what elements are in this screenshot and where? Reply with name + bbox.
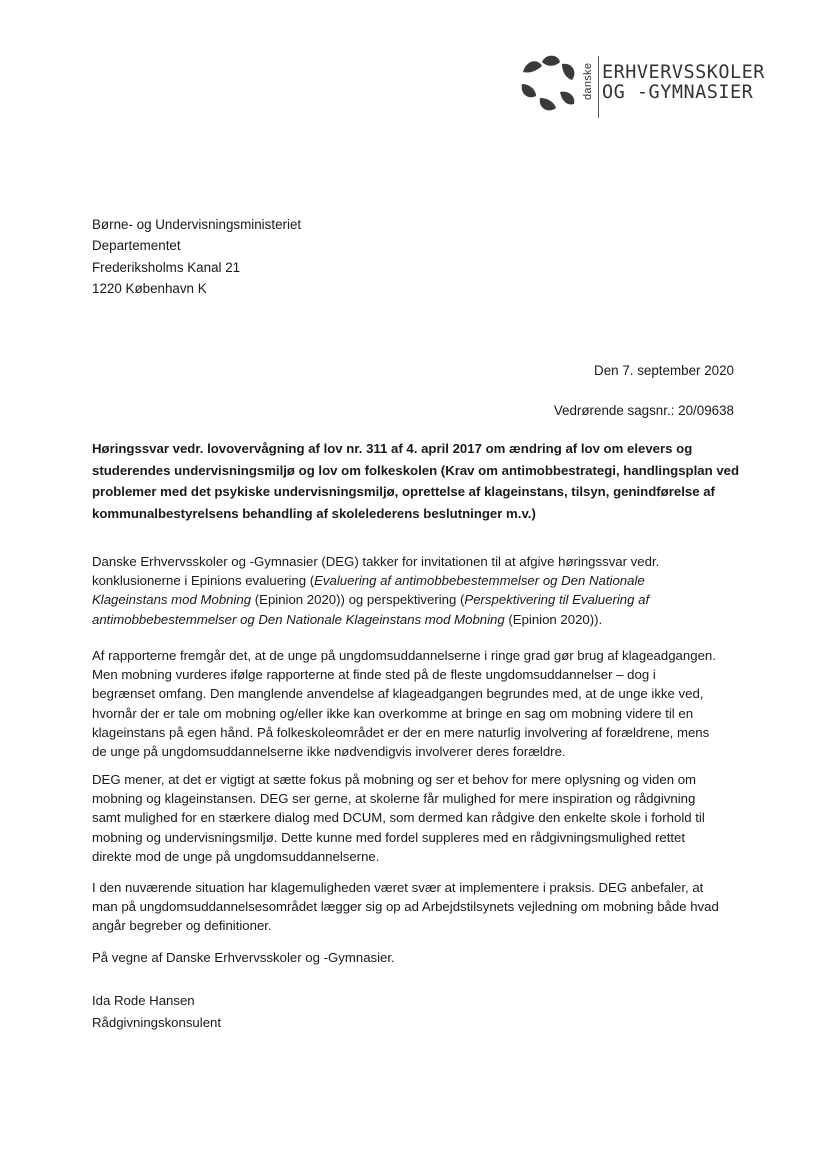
signature-block	[92, 990, 221, 1033]
logo-line-1: ERHVERVSSKOLER	[602, 62, 765, 83]
case-reference: Vedrørende sagsnr.: 20/09638	[553, 403, 734, 418]
paragraph-line: direkte mod de unge på ungdomsuddannelserne.	[92, 848, 380, 864]
paragraph-findings	[92, 646, 742, 761]
recipient-address	[92, 214, 301, 299]
paragraph-line: Af rapporterne fremgår det, at de unge på ungdomsuddannelserne i ringe grad gør brug af klageadgangen.	[92, 648, 716, 663]
recipient-line: Frederiksholms Kanal 21	[92, 259, 241, 275]
subject-line: problemer med det psykiske undervisningsmiljø, oprettelse af klageinstans, tilsyn, genindførelse af	[92, 484, 715, 499]
report-title-italic: Klageinstans mod Mobning	[92, 592, 252, 608]
text-run: konklusionerne i Epinions evaluering (	[92, 573, 315, 589]
report-title-italic: antimobbebestemmelser og Den Nationale Klageinstans mod Mobning	[92, 611, 505, 627]
text-run: (Epinion 2020)).	[504, 611, 603, 627]
paragraph-line	[92, 590, 742, 609]
paragraph-line: DEG mener, at det er vigtigt at sætte fokus på mobning og ser et behov for mere oplysning og viden om	[92, 772, 697, 787]
report-title-italic: Perspektivering til Evaluering af	[464, 592, 650, 608]
paragraph-opinion	[92, 770, 742, 866]
letter-date: Den 7. september 2020	[594, 363, 734, 378]
recipient-line: Børne- og Undervisningsministeriet	[92, 217, 302, 232]
petal-flower-icon	[518, 52, 580, 114]
paragraph-line: Danske Erhvervsskoler og -Gymnasier (DEG) takker for invitationen til at afgive høringssvar vedr.	[92, 554, 660, 569]
subject-line: kommunalbestyrelsens behandling af skolelederens beslutninger m.v.)	[92, 505, 536, 521]
paragraph-line: angår begreber og definitioner.	[92, 918, 272, 934]
text-run: (Epinion 2020)) og perspektivering (	[251, 592, 465, 608]
paragraph-line: klageinstans på egen hånd. På folkeskoleområdet er der en mere naturlig involvering af forældrene, mens	[92, 724, 710, 740]
report-title-italic: Evaluering af antimobbebestemmelser og Den Nationale	[314, 573, 645, 589]
paragraph-line: I den nuværende situation har klagemuligheden været svær at implementere i praksis. DEG anbefaler, at	[92, 880, 704, 895]
logo-small-text: danske	[582, 62, 594, 100]
letter-subject	[92, 438, 742, 524]
recipient-line: Departementet	[92, 238, 181, 254]
closing-line: På vegne af Danske Erhvervsskoler og -Gymnasier.	[92, 950, 395, 965]
recipient-line: 1220 København K	[92, 280, 207, 296]
paragraph-line: man på ungdomsuddannelsesområdet lægger sig op ad Arbejdstilsynets vejledning om mobning både hvad	[92, 899, 719, 915]
signature-name: Ida Rode Hansen	[92, 993, 195, 1008]
paragraph-line: begrænset omfang. Den manglende anvendelse af klageadgangen begrundes med, at de unge ikke ved,	[92, 686, 704, 702]
logo-line-2: OG -GYMNASIER	[602, 82, 754, 103]
paragraph-recommendation	[92, 878, 742, 936]
paragraph-intro	[92, 552, 742, 629]
paragraph-line: mobning og undervisningsmiljø. Dette kunne med fordel suppleres med en rådgivningsmulighed rettet	[92, 829, 686, 845]
logo-divider	[598, 56, 599, 118]
signature-title: Rådgivningskonsulent	[92, 1014, 222, 1030]
paragraph-line	[92, 571, 742, 590]
paragraph-line: hvornår der er tale om mobning og/eller ikke kan overkomme at bringe en sag om mobning videre til en	[92, 705, 694, 721]
paragraph-line: de unge på ungdomsuddannelserne ikke nødvendigvis involverer deres forældre.	[92, 744, 566, 760]
subject-line: studerendes undervisningsmiljø og lov om folkeskolen (Krav om antimobbestrategi, handlingsplan ved	[92, 462, 740, 478]
paragraph-line: Men mobning vurderes ifølge rapporterne at finde sted på de fleste ungdomsuddannelser – dog i	[92, 667, 656, 683]
paragraph-line: samt mulighed for en stærkere dialog med DCUM, som dermed kan rådgive den enkelte skole i forhold til	[92, 810, 705, 826]
organization-logo	[518, 52, 765, 122]
paragraph-line: mobning og klageinstansen. DEG ser gerne, at skolerne får mulighed for mere inspiration og rådgivning	[92, 791, 696, 807]
paragraph-line	[92, 610, 742, 629]
subject-line: Høringssvar vedr. lovovervågning af lov nr. 311 af 4. april 2017 om ændring af lov om elevers og	[92, 441, 693, 456]
